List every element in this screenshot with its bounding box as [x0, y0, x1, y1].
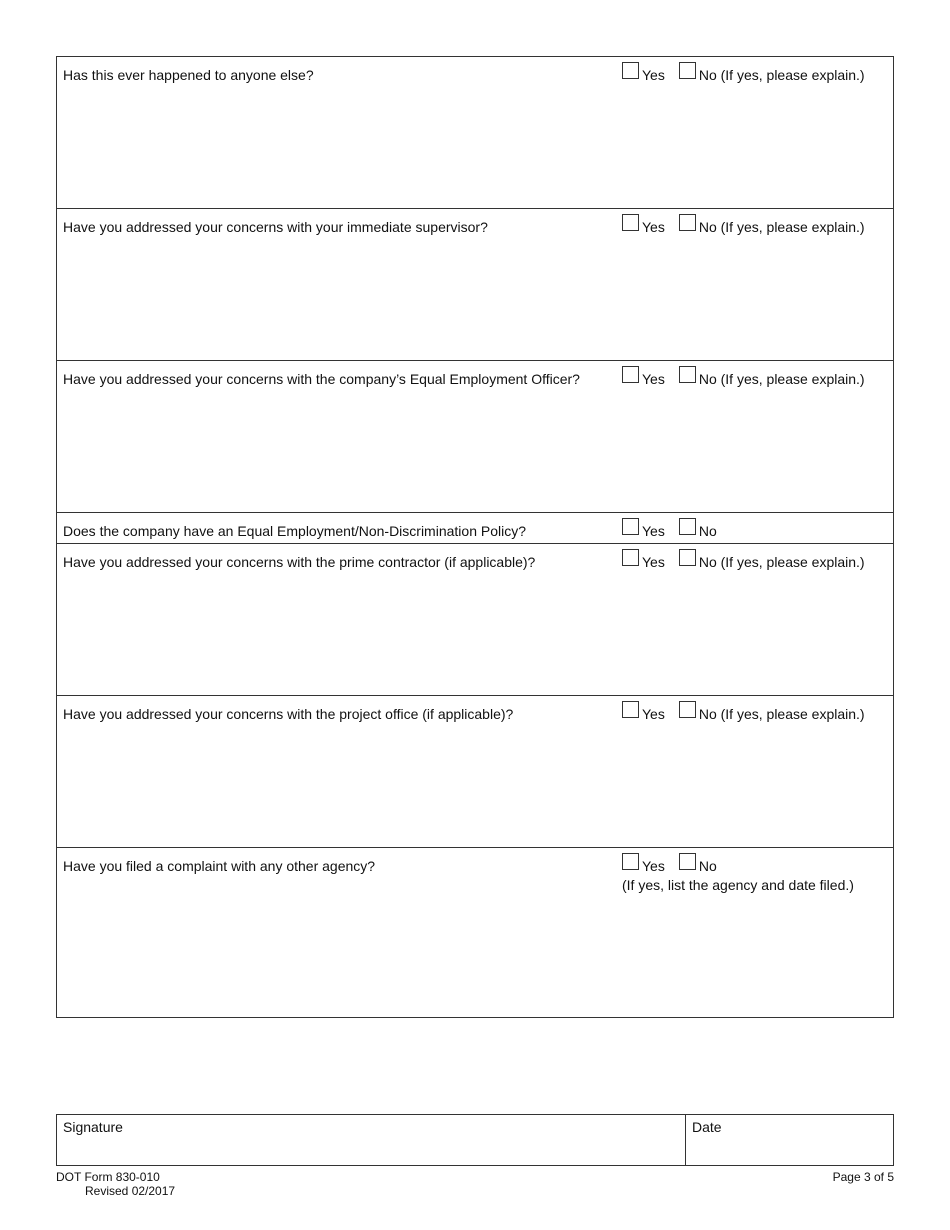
- no-checkbox[interactable]: [679, 214, 696, 231]
- no-label: No (If yes, please explain.): [698, 67, 865, 83]
- answer-options: [622, 550, 865, 571]
- signature-label: Signature: [63, 1119, 123, 1135]
- yes-label: Yes: [642, 554, 665, 570]
- yes-checkbox[interactable]: [622, 518, 639, 535]
- no-option[interactable]: [679, 367, 865, 388]
- yes-checkbox[interactable]: [622, 549, 639, 566]
- question-row-immediate-supervisor: [57, 209, 893, 361]
- no-checkbox[interactable]: [679, 518, 696, 535]
- form-number: DOT Form 830-010: [56, 1170, 160, 1184]
- no-checkbox[interactable]: [679, 701, 696, 718]
- signature-field[interactable]: [57, 1115, 685, 1165]
- no-option[interactable]: [679, 63, 865, 84]
- yes-label: Yes: [642, 706, 665, 722]
- yes-checkbox[interactable]: [622, 853, 639, 870]
- no-label: No (If yes, please explain.): [698, 554, 865, 570]
- answer-options: [622, 519, 717, 540]
- question-row-project-office: [57, 696, 893, 848]
- yes-checkbox[interactable]: [622, 366, 639, 383]
- yes-label: Yes: [642, 858, 665, 874]
- no-label: No (If yes, please explain.): [698, 706, 865, 722]
- no-label: No: [698, 523, 717, 539]
- agency-note: (If yes, list the agency and date filed.): [622, 877, 854, 893]
- yes-option[interactable]: [622, 519, 665, 540]
- date-label: Date: [692, 1119, 722, 1135]
- yes-label: Yes: [642, 219, 665, 235]
- question-text: Have you filed a complaint with any other agency?: [63, 858, 376, 874]
- question-text: Have you addressed your concerns with the company’s Equal Employment Officer?: [63, 371, 580, 387]
- answer-options: [622, 367, 865, 388]
- yes-checkbox[interactable]: [622, 701, 639, 718]
- form-info: [56, 1170, 175, 1198]
- no-checkbox[interactable]: [679, 549, 696, 566]
- yes-option[interactable]: [622, 854, 665, 875]
- no-option[interactable]: [679, 702, 865, 723]
- answer-options: [622, 63, 865, 84]
- date-field[interactable]: [686, 1115, 893, 1165]
- yes-checkbox[interactable]: [622, 62, 639, 79]
- question-row-eeo-officer: [57, 361, 893, 513]
- no-option[interactable]: [679, 519, 717, 540]
- no-option[interactable]: [679, 854, 717, 875]
- no-label: No (If yes, please explain.): [698, 371, 865, 387]
- yes-checkbox[interactable]: [622, 214, 639, 231]
- answer-options: [622, 215, 865, 236]
- question-text: Has this ever happened to anyone else?: [63, 67, 314, 83]
- question-row-happened-to-others: [57, 57, 893, 209]
- question-row-prime-contractor: [57, 544, 893, 696]
- no-label: No: [698, 858, 717, 874]
- no-checkbox[interactable]: [679, 366, 696, 383]
- yes-label: Yes: [642, 371, 665, 387]
- yes-option[interactable]: [622, 367, 665, 388]
- question-table: [56, 56, 894, 1018]
- yes-option[interactable]: [622, 63, 665, 84]
- yes-option[interactable]: [622, 550, 665, 571]
- question-row-eeo-policy: [57, 513, 893, 544]
- yes-label: Yes: [642, 523, 665, 539]
- no-checkbox[interactable]: [679, 853, 696, 870]
- question-text: Have you addressed your concerns with the prime contractor (if applicable)?: [63, 554, 536, 570]
- no-checkbox[interactable]: [679, 62, 696, 79]
- question-text: Does the company have an Equal Employment/Non-Discrimination Policy?: [63, 523, 526, 539]
- answer-options: [622, 854, 854, 894]
- no-option[interactable]: [679, 550, 865, 571]
- question-row-other-agency: [57, 848, 893, 1017]
- signature-block: [56, 1114, 894, 1166]
- yes-option[interactable]: [622, 215, 665, 236]
- page-number: Page 3 of 5: [832, 1170, 894, 1184]
- question-text: Have you addressed your concerns with the project office (if applicable)?: [63, 706, 514, 722]
- no-label: No (If yes, please explain.): [698, 219, 865, 235]
- revised-date: Revised 02/2017: [85, 1184, 176, 1198]
- question-text: Have you addressed your concerns with your immediate supervisor?: [63, 219, 488, 235]
- answer-options: [622, 702, 865, 723]
- yes-option[interactable]: [622, 702, 665, 723]
- yes-label: Yes: [642, 67, 665, 83]
- no-option[interactable]: [679, 215, 865, 236]
